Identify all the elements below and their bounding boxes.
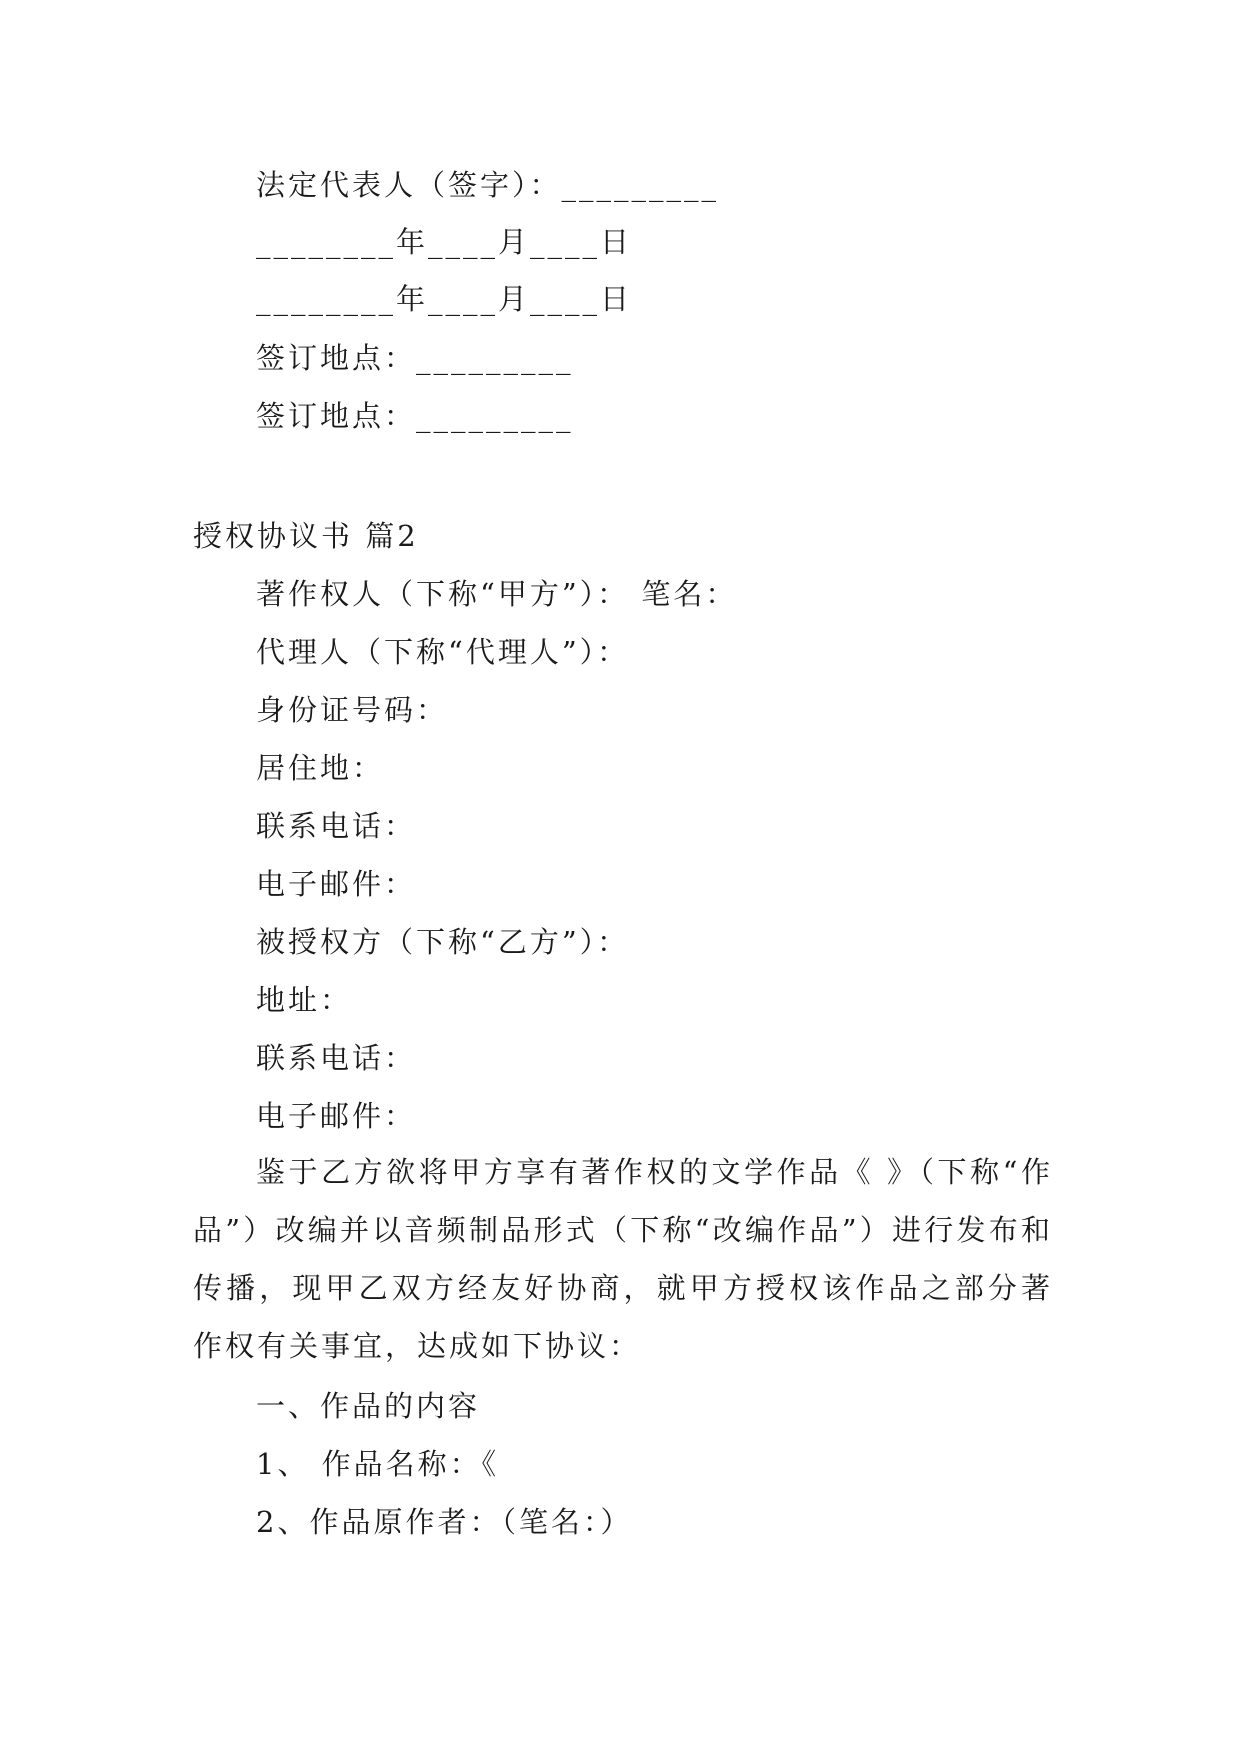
field-agent: 代理人（下称“代理人”）： [256, 635, 630, 669]
date-line: ________年____月____日 [256, 225, 633, 259]
clause-item: 1、 作品名称：《 [256, 1447, 500, 1481]
signing-place-line: 签订地点：_________ [256, 399, 574, 433]
preamble-paragraph: 鉴于乙方欲将甲方享有著作权的文学作品《 》（下称“作品”）改编并以音频制品形式（下称“改编作品”）进行发布和传播，现甲乙双方经友好协商，就甲方授权该作品之部分著作权有关事宜，达成如下协议： [193, 1155, 1053, 1363]
clause-heading: 一、作品的内容 [256, 1389, 481, 1423]
field-phone: 联系电话： [256, 1041, 417, 1075]
field-residence: 居住地： [256, 751, 385, 785]
field-copyright-holder: 著作权人（下称“甲方”）： 笔名： [256, 577, 738, 611]
section-title: 授权协议书 篇2 [193, 519, 419, 553]
field-id-number: 身份证号码： [256, 693, 449, 727]
signing-place-line: 签订地点：_________ [256, 341, 574, 375]
field-licensee: 被授权方（下称“乙方”）： [256, 925, 630, 959]
field-phone: 联系电话： [256, 809, 417, 843]
legal-representative-signature-line: 法定代表人（签字）：_________ [256, 168, 720, 202]
date-line: ________年____月____日 [256, 282, 633, 316]
field-address: 地址： [256, 983, 353, 1017]
field-email: 电子邮件： [256, 1099, 417, 1133]
field-email: 电子邮件： [256, 867, 417, 901]
clause-item: 2、作品原作者：（笔名：） [256, 1505, 633, 1539]
